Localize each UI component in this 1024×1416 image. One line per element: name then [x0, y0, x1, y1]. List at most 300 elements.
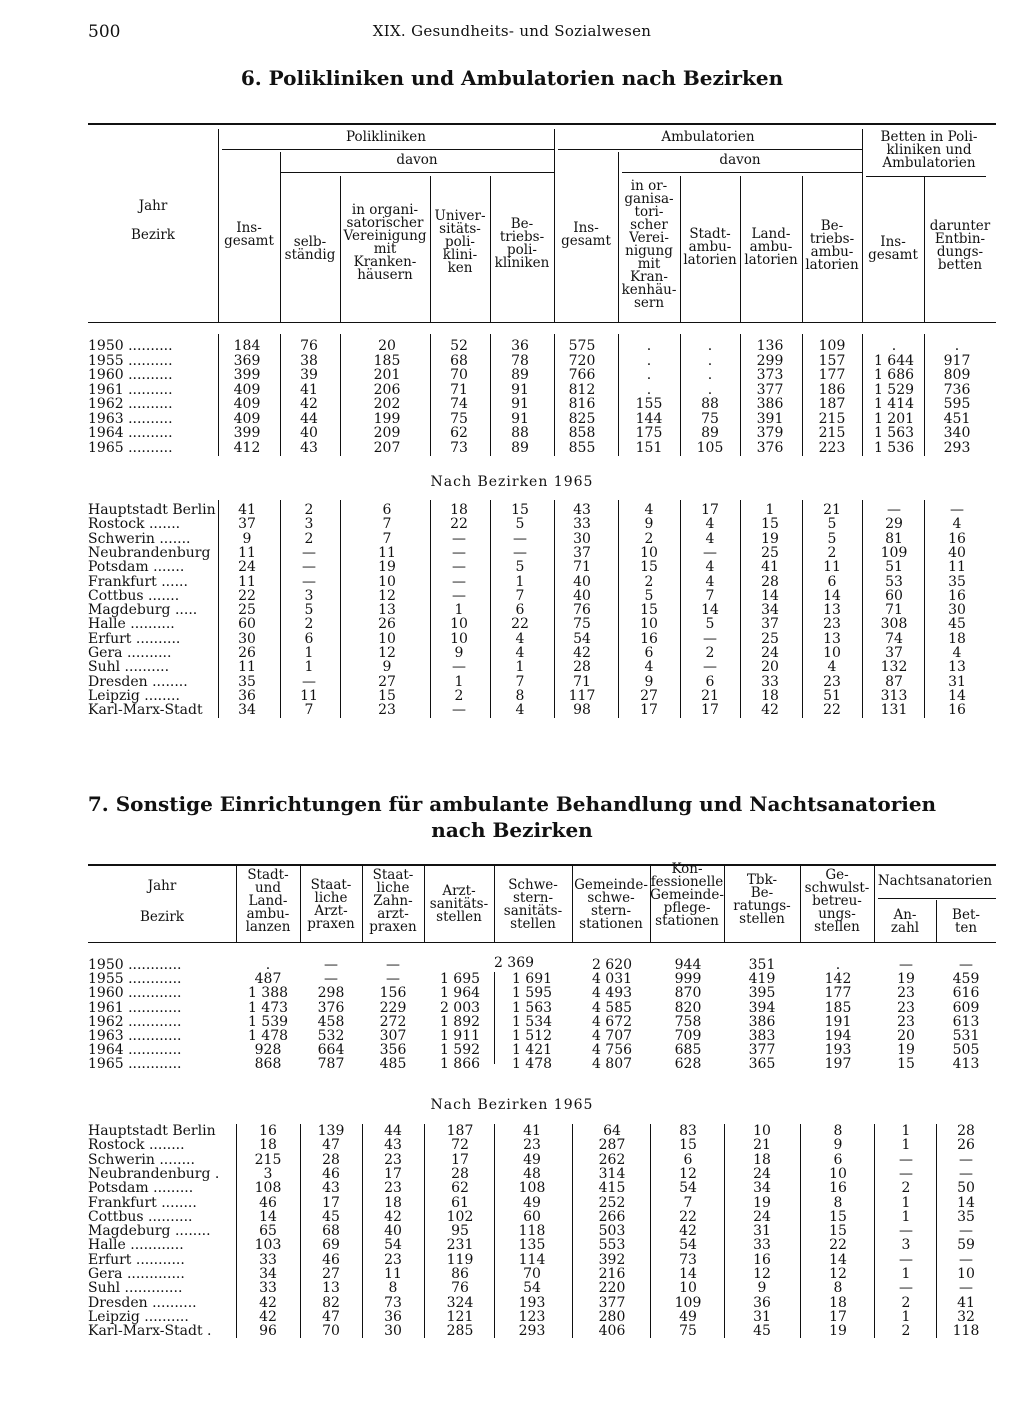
bezirk-row	[0, 1224, 1024, 1239]
table-cell: 60	[885, 587, 903, 604]
column-rule	[874, 1124, 875, 1338]
table7-title-line1: 7. Sonstige Einrichtungen für ambulante Behandlung und Nachtsanatorien	[87, 792, 937, 816]
bezirk-row	[0, 1167, 1024, 1182]
table-cell: —	[386, 971, 400, 988]
table-cell: 19	[829, 1323, 847, 1340]
table-cell: 28	[761, 573, 779, 590]
table-cell: 215	[254, 1151, 282, 1168]
col-header: An- zahl	[890, 907, 920, 936]
table-cell: 308	[880, 616, 908, 633]
table-cell: 36	[384, 1308, 402, 1325]
table-cell: 60	[523, 1208, 541, 1225]
table-cell: 928	[254, 1042, 282, 1059]
table-cell: 47	[322, 1137, 340, 1154]
table-cell: 11	[238, 573, 256, 590]
bezirk-row	[0, 517, 1024, 532]
column-rule	[740, 500, 741, 718]
year-row	[0, 1057, 1024, 1072]
table-cell: 216	[598, 1266, 626, 1282]
table-cell: .	[646, 352, 652, 369]
column-rule	[430, 500, 431, 718]
table-cell: 14	[823, 587, 841, 604]
table-cell: 136	[756, 338, 784, 354]
table-cell: 825	[568, 410, 596, 427]
table-cell: 16	[948, 530, 966, 547]
rule-line	[88, 864, 996, 866]
table-cell: 68	[450, 352, 468, 369]
table-cell: 13	[823, 630, 841, 647]
table-cell: 65	[259, 1223, 277, 1240]
row-label: 1955 ..........	[88, 353, 173, 368]
row-label: Gera .............	[88, 1267, 185, 1282]
table-cell: 458	[317, 1013, 345, 1030]
table-cell: 193	[824, 1042, 852, 1059]
table-cell: 7	[515, 673, 525, 690]
group-nachtsanatorien: Nachtsanatorien	[877, 873, 993, 889]
table-cell: 816	[568, 396, 596, 412]
bezirk-row	[0, 532, 1024, 547]
table-cell: 23	[823, 673, 841, 690]
table-cell: 109	[674, 1294, 702, 1311]
column-rule	[554, 129, 555, 322]
table-cell: 46	[259, 1194, 277, 1211]
column-rule	[740, 176, 741, 322]
table-cell: 999	[674, 971, 702, 988]
table-cell: 21	[753, 1137, 771, 1154]
bezirk-row	[0, 1210, 1024, 1225]
table-cell: 595	[943, 396, 971, 412]
table-cell: 15	[829, 1223, 847, 1240]
table-cell: 4	[515, 630, 525, 647]
table-cell: 15	[378, 687, 396, 704]
table-cell: 1 595	[511, 985, 553, 1002]
table-cell: 13	[948, 659, 966, 676]
table-cell: 1	[765, 502, 775, 518]
col-header: in or- ganisa- tori- scher Verei- nigung mit Kran- kenhäu- sern	[621, 178, 677, 311]
table-cell: .	[265, 957, 271, 973]
table-cell: 8	[833, 1194, 843, 1211]
column-rule	[430, 176, 431, 322]
table-cell: 386	[756, 396, 784, 412]
table-cell: 1 478	[247, 1028, 289, 1044]
column-rule	[280, 334, 281, 456]
table-cell: 34	[761, 602, 779, 619]
column-rule	[936, 1124, 937, 1338]
col-header: darunter Entbin- dungs- betten	[929, 218, 991, 273]
table-cell: —	[899, 1165, 913, 1182]
table-cell: —	[513, 544, 527, 561]
table-cell: 41	[300, 381, 318, 398]
table-cell: 2 003	[439, 999, 481, 1016]
row-label: Magdeburg .....	[88, 603, 198, 618]
table-cell: 18	[450, 502, 468, 518]
table-cell: 412	[233, 439, 261, 456]
table-cell: 118	[952, 1323, 980, 1340]
table-cell: 855	[568, 439, 596, 456]
table7-title-line2: nach Bezirken	[431, 818, 593, 842]
table-cell: 30	[948, 602, 966, 619]
table-cell: 383	[748, 1028, 776, 1044]
bezirk-row	[0, 1124, 1024, 1139]
row-label: 1962 ............	[88, 1014, 182, 1030]
table-cell: 14	[259, 1208, 277, 1225]
table-cell: —	[324, 957, 338, 973]
table-cell: 21	[823, 502, 841, 518]
column-rule	[362, 1124, 363, 1338]
column-rule	[924, 176, 925, 322]
table6-title: 6. Polikliniken und Ambulatorien nach Bezirken	[240, 66, 784, 90]
table-cell: 202	[373, 396, 401, 412]
table-cell: 6	[382, 502, 392, 518]
table-cell: 10	[378, 630, 396, 647]
table-cell: 175	[635, 425, 663, 441]
table-cell: —	[959, 1251, 973, 1268]
table-cell: 108	[518, 1180, 546, 1197]
table-cell: 28	[957, 1123, 975, 1139]
col-header: Stadt- und Land- ambu- lanzen	[245, 867, 291, 935]
table-cell: 858	[568, 425, 596, 441]
table-cell: —	[899, 1223, 913, 1240]
table-cell: 18	[259, 1137, 277, 1154]
row-label: Dresden ..........	[88, 1295, 197, 1311]
bezirk-row	[0, 1267, 1024, 1282]
table-cell: 39	[300, 367, 318, 383]
column-rule	[236, 1124, 237, 1338]
table-cell: 11	[300, 687, 318, 704]
table-cell: 24	[761, 645, 779, 661]
table-cell: 685	[674, 1042, 702, 1059]
table-cell: 40	[573, 573, 591, 590]
table-cell: 28	[573, 659, 591, 676]
table-cell: 10	[957, 1266, 975, 1282]
table-cell: 531	[952, 1028, 980, 1044]
table-cell: 34	[753, 1180, 771, 1197]
table-cell: 609	[952, 999, 980, 1016]
row-label: 1964 ..........	[88, 426, 173, 441]
table-cell: 4	[705, 559, 715, 576]
table-cell: 266	[598, 1208, 626, 1225]
table-cell: 252	[598, 1194, 626, 1211]
merged-1950-value: 2 369	[493, 955, 535, 971]
table-cell: 377	[756, 381, 784, 398]
table-cell: 415	[598, 1180, 626, 1197]
table-cell: 32	[957, 1308, 975, 1325]
column-rule	[924, 334, 925, 456]
table-cell: 76	[573, 602, 591, 619]
bezirk-row	[0, 1296, 1024, 1311]
table-cell: 27	[378, 673, 396, 690]
column-rule	[424, 1124, 425, 1338]
table-cell: —	[452, 559, 466, 576]
table-cell: 103	[254, 1237, 282, 1254]
table-cell: 2	[644, 530, 654, 547]
table-cell: 19	[761, 530, 779, 547]
table-cell: 74	[885, 630, 903, 647]
table-cell: 1 534	[511, 1013, 553, 1030]
table-cell: 71	[885, 602, 903, 619]
table-cell: 49	[523, 1151, 541, 1168]
table-cell: 135	[518, 1237, 546, 1254]
column-rule	[800, 866, 801, 942]
column-rule	[740, 334, 741, 456]
table-cell: 4	[515, 645, 525, 661]
column-rule	[280, 500, 281, 718]
table-cell: 395	[748, 985, 776, 1002]
table-cell: 10	[378, 573, 396, 590]
table-cell: 49	[679, 1308, 697, 1325]
table-cell: 2	[705, 645, 715, 661]
column-rule	[554, 500, 555, 718]
row-label: Rostock .......	[88, 517, 181, 532]
bezirk-row	[0, 1181, 1024, 1196]
table-cell: 1 414	[873, 396, 915, 412]
column-rule	[300, 1124, 301, 1338]
table-cell: 42	[384, 1208, 402, 1225]
table-cell: 62	[450, 425, 468, 441]
table-cell: 33	[753, 1237, 771, 1254]
table-cell: 12	[753, 1266, 771, 1282]
table-cell: 820	[674, 999, 702, 1016]
table-cell: 16	[753, 1251, 771, 1268]
table-cell: 2	[304, 616, 314, 633]
table-cell: 1 421	[511, 1042, 553, 1059]
row-label: 1964 ............	[88, 1043, 182, 1058]
row-label: Halle ..........	[88, 617, 175, 632]
year-row	[0, 426, 1024, 441]
table-cell: 177	[818, 367, 846, 383]
table-cell: 613	[952, 1013, 980, 1030]
table-cell: 13	[322, 1280, 340, 1297]
table-cell: .	[835, 957, 841, 973]
table-cell: 459	[952, 971, 980, 988]
table-cell: 1 201	[873, 410, 915, 427]
table-cell: 41	[761, 559, 779, 576]
table-cell: —	[324, 971, 338, 988]
table-cell: 28	[451, 1165, 469, 1182]
table-cell: 18	[761, 687, 779, 704]
table-cell: 2	[304, 530, 314, 547]
column-rule	[340, 500, 341, 718]
table-cell: 1	[515, 659, 525, 676]
column-rule	[490, 176, 491, 322]
table-cell: 91	[511, 381, 529, 398]
table-cell: 43	[300, 439, 318, 456]
table-cell: 54	[679, 1237, 697, 1254]
table-cell: —	[950, 502, 964, 518]
row-label: Potsdam .........	[88, 1181, 194, 1196]
table-cell: 1 892	[439, 1013, 481, 1030]
table-cell: 75	[450, 410, 468, 427]
group-ambulatorien-davon: davon	[719, 152, 761, 168]
table-cell: 207	[373, 439, 401, 456]
table-cell: 553	[598, 1237, 626, 1254]
col-header: Ins- gesamt	[224, 220, 274, 249]
table-cell: 177	[824, 985, 852, 1002]
table-cell: 10	[753, 1123, 771, 1139]
table-cell: 33	[259, 1280, 277, 1297]
bezirk-row	[0, 589, 1024, 604]
table-cell: 25	[238, 602, 256, 619]
table-cell: .	[707, 367, 713, 383]
year-row	[0, 383, 1024, 398]
table-cell: 71	[573, 559, 591, 576]
row-label: Halle ............	[88, 1238, 184, 1253]
table-cell: 1 866	[439, 1056, 481, 1073]
table-cell: 184	[233, 338, 261, 354]
row-label: Karl-Marx-Stadt	[88, 703, 203, 718]
table-cell: 324	[446, 1294, 474, 1311]
rule-line	[280, 172, 554, 173]
table-cell: —	[386, 957, 400, 973]
column-rule	[300, 866, 301, 942]
table-cell: 1	[901, 1194, 911, 1211]
group-polikliniken: Polikliniken	[346, 129, 426, 145]
table-cell: 7	[382, 530, 392, 547]
table-cell: —	[513, 530, 527, 547]
table-cell: 17	[384, 1165, 402, 1182]
table-cell: 369	[233, 352, 261, 369]
table-cell: 16	[829, 1180, 847, 1197]
table-cell: 109	[818, 338, 846, 354]
table-cell: —	[452, 573, 466, 590]
column-rule	[924, 500, 925, 718]
table-cell: 10	[450, 630, 468, 647]
table-cell: 23	[523, 1137, 541, 1154]
table-cell: 54	[384, 1237, 402, 1254]
table-cell: 108	[254, 1180, 282, 1197]
table-cell: 1	[901, 1308, 911, 1325]
column-rule	[680, 500, 681, 718]
table-cell: 91	[511, 410, 529, 427]
table-cell: 132	[880, 659, 908, 676]
table-cell: 628	[674, 1056, 702, 1073]
table-cell: 19	[753, 1194, 771, 1211]
table-cell: 11	[823, 559, 841, 576]
column-rule	[554, 334, 555, 456]
table-cell: 95	[451, 1223, 469, 1240]
bezirk-row	[0, 1253, 1024, 1268]
table-cell: —	[302, 673, 316, 690]
rule-line	[88, 123, 996, 125]
table-cell: —	[899, 957, 913, 973]
table-cell: 3	[304, 587, 314, 604]
column-rule	[802, 176, 803, 322]
col-header: Stadt- ambu- latorien	[683, 226, 737, 268]
table-cell: 144	[635, 410, 663, 427]
bezirk-row	[0, 546, 1024, 561]
table-cell: 48	[523, 1165, 541, 1182]
row-label: 1962 ..........	[88, 397, 173, 412]
table-cell: 26	[238, 645, 256, 661]
col-header: Staat- liche Zahn- arzt- praxen	[369, 867, 417, 935]
table-cell: 96	[259, 1323, 277, 1340]
table-cell: 3	[901, 1237, 911, 1254]
table-cell: —	[452, 702, 466, 719]
table-cell: 231	[446, 1237, 474, 1254]
table-cell: 75	[701, 410, 719, 427]
table-cell: 20	[897, 1028, 915, 1044]
table-cell: 1	[304, 659, 314, 676]
table-cell: 76	[300, 338, 318, 354]
table-cell: 1 473	[247, 999, 289, 1016]
table-cell: 709	[674, 1028, 702, 1044]
table-cell: 272	[379, 1013, 407, 1030]
table-cell: 4	[705, 530, 715, 547]
table-cell: 376	[317, 999, 345, 1016]
table-cell: 394	[748, 999, 776, 1016]
table-cell: 787	[317, 1056, 345, 1073]
row-label: Frankfurt ........	[88, 1195, 197, 1210]
table-cell: 5	[304, 602, 314, 619]
table-cell: 89	[511, 439, 529, 456]
table-cell: 9	[833, 1137, 843, 1154]
column-rule	[490, 500, 491, 718]
table-cell: 142	[824, 971, 852, 988]
col-header: Schwe- stern- sanitäts- stellen	[503, 877, 563, 932]
bezirk-row	[0, 617, 1024, 632]
table-cell: 9	[644, 673, 654, 690]
table-cell: 1 388	[247, 985, 289, 1002]
table-cell: 35	[238, 673, 256, 690]
table-cell: 42	[679, 1223, 697, 1240]
table-cell: 19	[897, 971, 915, 988]
table-cell: 5	[644, 587, 654, 604]
table-cell: 42	[259, 1294, 277, 1311]
column-rule	[280, 152, 281, 322]
table-cell: 14	[948, 687, 966, 704]
table-cell: 88	[701, 396, 719, 412]
table-cell: 15	[897, 1056, 915, 1073]
table-cell: 409	[233, 396, 261, 412]
table-cell: 17	[322, 1194, 340, 1211]
table-cell: 194	[824, 1028, 852, 1044]
table-cell: 35	[948, 573, 966, 590]
table-cell: 12	[378, 587, 396, 604]
table-cell: 7	[705, 587, 715, 604]
table-cell: 37	[573, 544, 591, 561]
table-cell: 7	[382, 516, 392, 533]
row-label: 1950 ..........	[88, 339, 173, 354]
table-cell: 4	[644, 659, 654, 676]
row-label: Schwerin .......	[88, 531, 191, 547]
col-header: Staat- liche Arzt- praxen	[307, 877, 355, 932]
table-cell: 24	[753, 1208, 771, 1225]
table-cell: 33	[259, 1251, 277, 1268]
table-cell: 71	[450, 381, 468, 398]
table-cell: 14	[957, 1194, 975, 1211]
table-cell: 1 478	[511, 1056, 553, 1073]
table-cell: 20	[761, 659, 779, 676]
table-cell: 532	[317, 1028, 345, 1044]
table-cell: 68	[322, 1223, 340, 1240]
table-cell: 307	[379, 1028, 407, 1044]
col-header: Bet- ten	[952, 907, 980, 936]
table-cell: 376	[756, 439, 784, 456]
column-rule	[618, 152, 619, 322]
table-cell: 365	[748, 1056, 776, 1073]
table-cell: 70	[523, 1266, 541, 1282]
table-cell: 73	[450, 439, 468, 456]
year-row	[0, 368, 1024, 383]
table-cell: 1 691	[511, 971, 553, 988]
table-cell: 37	[761, 616, 779, 633]
table-cell: 1 563	[511, 999, 553, 1016]
table-cell: 11	[238, 544, 256, 561]
table-cell: —	[959, 1165, 973, 1182]
table-cell: 37	[238, 516, 256, 533]
table-cell: 11	[384, 1266, 402, 1282]
col-header: Kon- fessionelle Gemeinde- pflege- stationen	[650, 861, 724, 929]
